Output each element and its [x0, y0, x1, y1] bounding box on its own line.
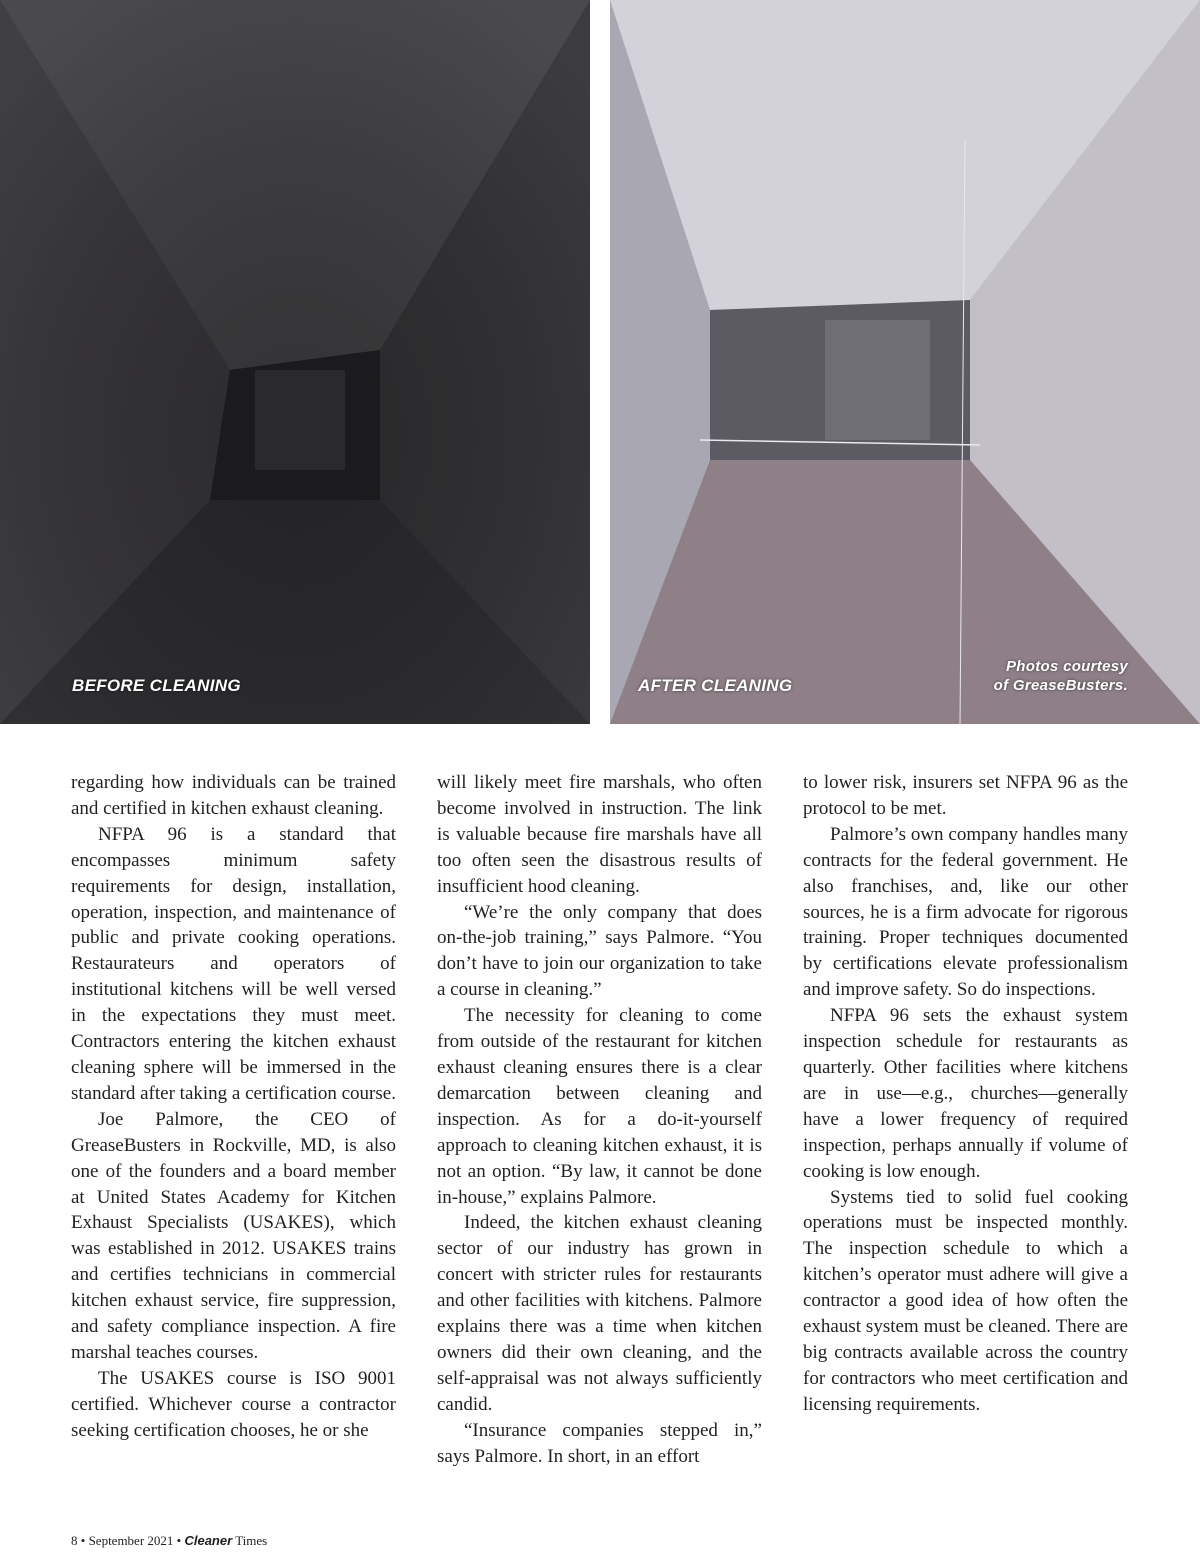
article-column-1 [71, 770, 396, 1444]
paragraph: Systems tied to solid fuel cooking operations must be inspected monthly. The inspection schedule to which a kitchen’s operator must adhere will give a contractor a good idea of how often the exhaust system must be cleaned. There are big contracts available across the country for contractors who meet certification and licensing requirements. [803, 1186, 1128, 1415]
article-column-2 [437, 770, 762, 1469]
duct-after-image [610, 0, 1200, 724]
paragraph: NFPA 96 sets the exhaust system inspection schedule for restaurants as quarterly. Other facilities where kitchens are in use—e.g., churches—generally have a lower frequency of required inspection, perhaps annually if volume of cooking is low enough. [803, 1005, 1128, 1182]
paragraph: “Insurance companies stepped in,” says Palmore. In short, in an effort [437, 1419, 762, 1467]
paragraph: regarding how individuals can be trained and certified in kitchen exhaust cleaning. [71, 772, 396, 819]
article-column-3 [803, 770, 1128, 1418]
paragraph: “We’re the only company that does on-the-job training,” says Palmore. “You don’t have to join our organization to take a course in cleaning.” [437, 901, 762, 1001]
page-number: 8 [71, 1533, 78, 1548]
paragraph: Palmore’s own company handles many contracts for the federal government. He also franchises, and, like our other sources, he is a firm advocate for rigorous training. Proper techniques documented by certifications elevate professionalism and improve safety. So do inspections. [803, 823, 1128, 1001]
photo-after-cleaning [610, 0, 1200, 724]
paragraph: Indeed, the kitchen exhaust cleaning sector of our industry has grown in concert with stricter rules for restaurants and other facilities with kitchens. Palmore explains there was a time when kitchen owners did their own cleaning, and the self-appraisal was not always sufficiently candid. [437, 1212, 762, 1415]
photo-credit [994, 657, 1128, 695]
paragraph: Joe Palmore, the CEO of GreaseBusters in Rockville, MD, is also one of the founders and a board member at United States Academy for Kitchen Exhaust Specialists (USAKES), which was established in 2012. USAKES trains and certifies technicians in commercial kitchen exhaust service, fire suppression, and safety compliance inspection. A fire marshal teaches courses. [71, 1108, 396, 1363]
photo-before-cleaning [0, 0, 590, 724]
paragraph: will likely meet fire marshals, who often become involved in instruction. The link is valuable because fire marshals have all too often seen the disastrous results of insufficient hood cleaning. [437, 772, 762, 897]
after-cleaning-caption: AFTER CLEANING [638, 676, 793, 695]
brand-cleaner: Cleaner [184, 1533, 233, 1548]
photo-credit-line1: Photos courtesy [1005, 658, 1128, 675]
page-footer [71, 1533, 267, 1549]
issue-date: September 2021 [88, 1533, 174, 1548]
paragraph: The USAKES course is ISO 9001 certified. Whichever course a contractor seeking certification chooses, he or she [71, 1367, 396, 1441]
duct-before-image [0, 0, 590, 724]
paragraph: to lower risk, insurers set NFPA 96 as the protocol to be met. [803, 772, 1128, 819]
paragraph: NFPA 96 is a standard that encompasses minimum safety requirements for design, installation, operation, inspection, and maintenance of public and private cooking operations. Restaurateurs and operators of institutional kitchens will be well versed in the expectations they must meet. Contractors entering the kitchen exhaust cleaning sphere will be immersed in the standard after taking a certification course. [71, 823, 396, 1104]
bullet-separator: • [80, 1533, 89, 1548]
photo-credit-line2: of GreaseBusters. [993, 677, 1128, 694]
bullet-separator: • [176, 1533, 185, 1548]
before-cleaning-caption: BEFORE CLEANING [72, 676, 241, 695]
paragraph: The necessity for cleaning to come from outside of the restaurant for kitchen exhaust cleaning ensures there is a clear demarcation between cleaning and inspection. As for a do-it-yourself approach to cleaning kitchen exhaust, it is not an option. “By law, it cannot be done in-house,” explains Palmore. [437, 1005, 762, 1208]
brand-times: Times [235, 1533, 268, 1548]
